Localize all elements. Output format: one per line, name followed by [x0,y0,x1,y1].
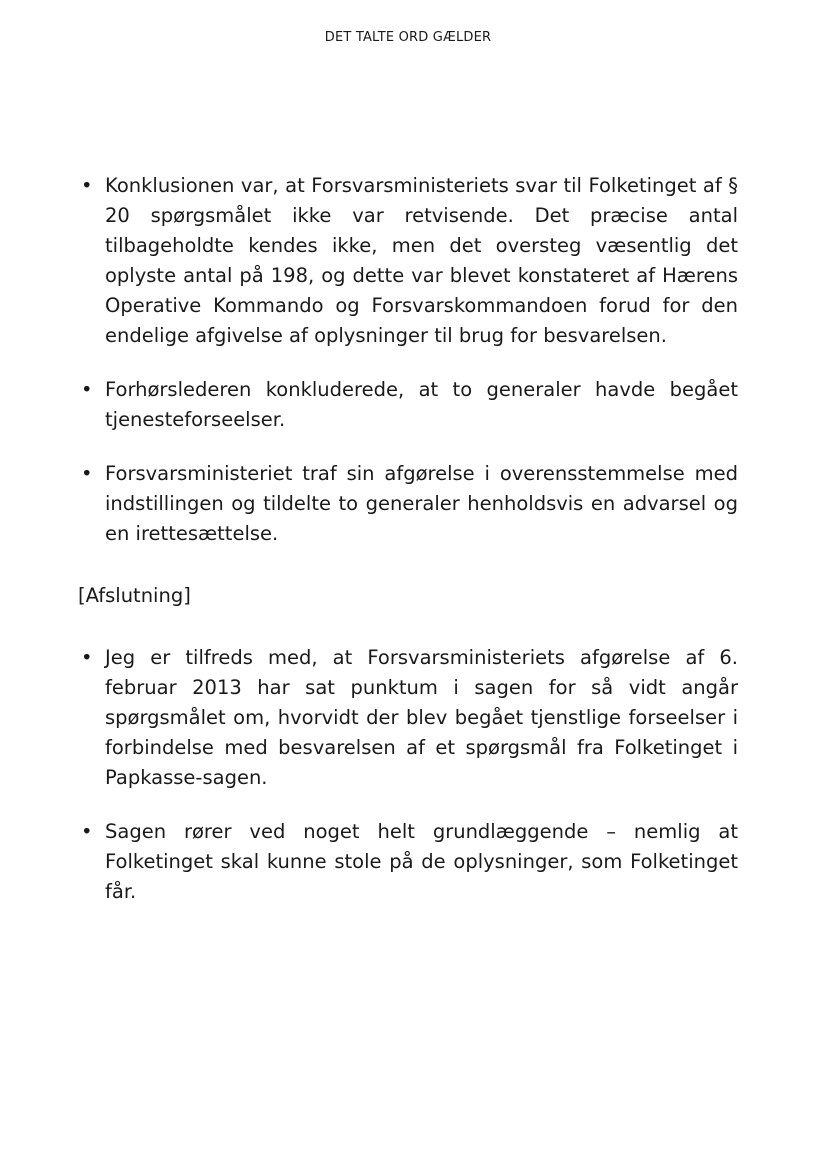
bullet-icon: • [81,462,93,485]
paragraph-text: Forsvarsministeriet traf sin afgørelse i overensstemmelse med indstillingen og tildelte to generaler henholdsvis en advarsel og en irettesættelse. [105,462,738,545]
list-item [78,643,738,793]
paragraph-text: Forhørslederen konkluderede, at to generaler havde begået tjenesteforseelser. [105,378,738,431]
list-item [78,817,738,907]
paragraph-text: Konklusionen var, at Forsvarsministeriets svar til Folketinget af § 20 spørgsmålet ikke var retvisende. Det præcise antal tilbageholdte kendes ikke, men det oversteg væsentlig det oplyste antal på 198, og dette var blevet konstateret af Hærens Operative Kommando og Forsvarskommandoen forud for den endelige afgivelse af oplysninger til brug for besvarelsen. [105,174,738,347]
bullet-list-findings [78,171,738,549]
bullet-list-conclusion [78,643,738,907]
page-header: DET TALTE ORD GÆLDER [324,30,492,45]
bullet-icon: • [81,174,93,197]
document-body [78,171,738,907]
bullet-icon: • [81,646,93,669]
section-heading: [Afslutning] [78,584,191,607]
paragraph-text: Sagen rører ved noget helt grundlæggende – nemlig at Folketinget skal kunne stole på de oplysninger, som Folketinget får. [105,820,738,903]
list-item [78,459,738,549]
bullet-icon: • [81,820,93,843]
paragraph-text: Jeg er tilfreds med, at Forsvarsministeriets afgørelse af 6. februar 2013 har sat punktum i sagen for så vidt angår spørgsmålet om, hvorvidt der blev begået tjenstlige forseelser i forbindelse med besvarelsen af et spørgsmål fra Folketinget i Papkasse-sagen. [105,646,738,789]
list-item [78,171,738,351]
list-item [78,375,738,435]
bullet-icon: • [81,378,93,401]
